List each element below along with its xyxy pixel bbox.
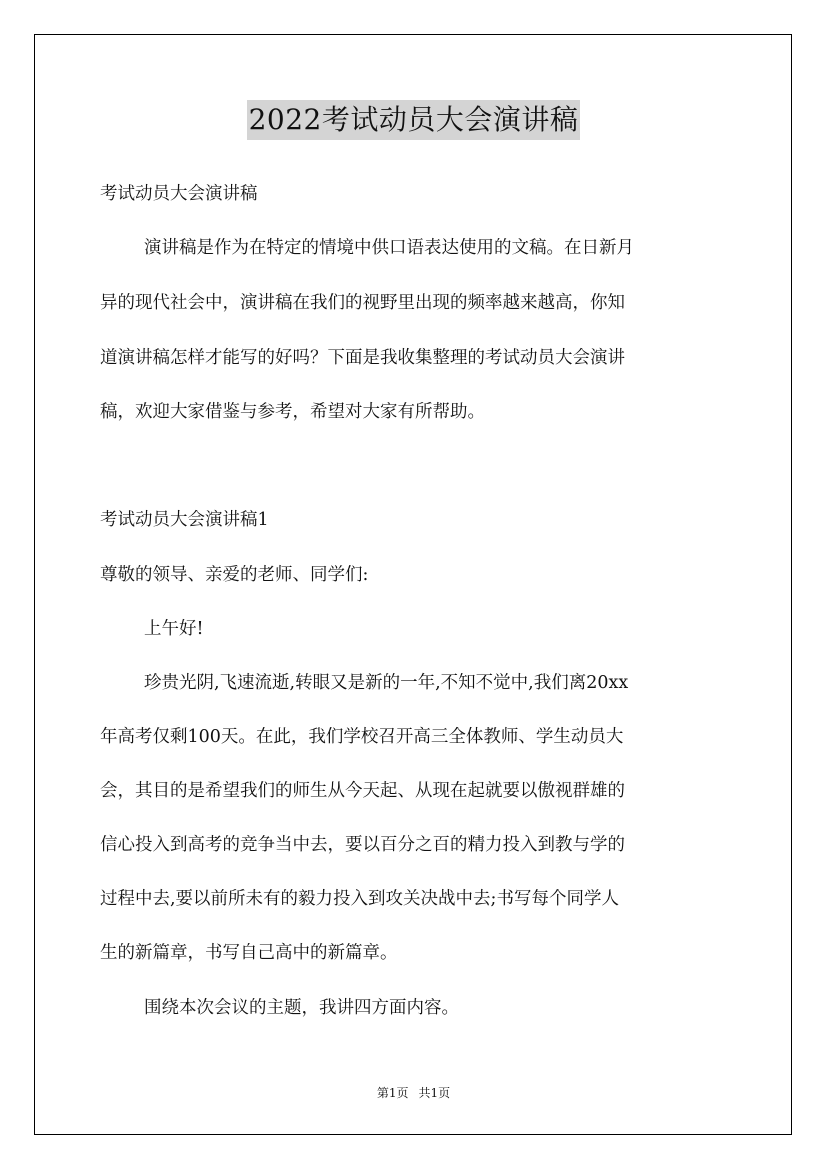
document-title-wrapper (0, 100, 827, 140)
page-total: 共1页 (418, 1086, 451, 1100)
body-line: 生的新篇章，书写自己高中的新篇章。 (100, 943, 398, 963)
body-line: 信心投入到高考的竞争当中去，要以百分之百的精力投入到教与学的 (100, 835, 625, 855)
document-title: 2022考试动员大会演讲稿 (247, 100, 581, 140)
intro-line: 稿，欢迎大家借鉴与参考，希望对大家有所帮助。 (100, 402, 485, 422)
section-title: 考试动员大会演讲稿1 (100, 510, 269, 530)
closing-line: 围绕本次会议的主题，我讲四方面内容。 (144, 998, 459, 1018)
intro-line: 道演讲稿怎样才能写的好吗？下面是我收集整理的考试动员大会演讲 (100, 348, 625, 368)
intro-line: 演讲稿是作为在特定的情境中供口语表达使用的文稿。在日新月 (144, 238, 634, 258)
body-line: 会，其目的是希望我们的师生从今天起、从现在起就要以傲视群雄的 (100, 781, 625, 801)
page-number: 第1页 (376, 1086, 409, 1100)
body-line: 年高考仅剩100天。在此，我们学校召开高三全体教师、学生动员大 (100, 727, 624, 747)
body-line: 珍贵光阴,飞速流逝,转眼又是新的一年,不知不觉中,我们离20xx (144, 673, 629, 693)
heading: 考试动员大会演讲稿 (100, 184, 258, 204)
page-footer (0, 1085, 827, 1101)
intro-line: 异的现代社会中，演讲稿在我们的视野里出现的频率越来越高，你知 (100, 293, 625, 313)
body-line: 过程中去,要以前所未有的毅力投入到攻关决战中去;书写每个同学人 (100, 889, 619, 909)
greeting: 上午好! (144, 619, 204, 639)
salutation: 尊敬的领导、亲爱的老师、同学们: (100, 565, 369, 585)
